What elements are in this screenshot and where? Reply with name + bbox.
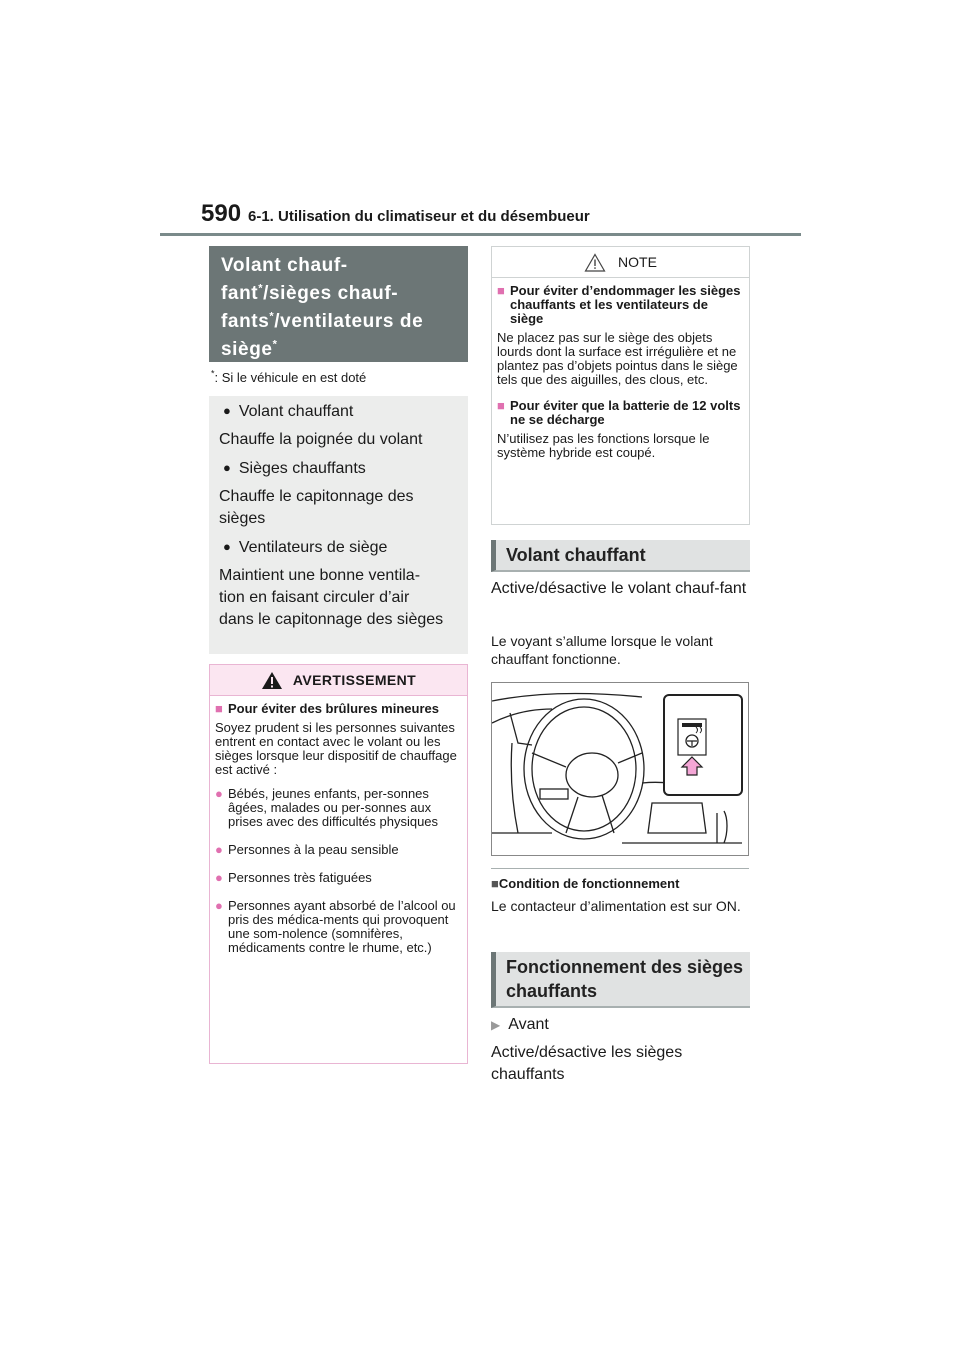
section-heading-heated-wheel: Volant chauffant <box>491 540 750 572</box>
dot-bullet-icon: ● <box>215 842 223 857</box>
dot-bullet-icon: ● <box>215 786 223 801</box>
section-heading-heated-seats: Fonctionnement des sièges chauffants <box>491 952 750 1008</box>
instruction-text: Active/désactive les sièges chauffants <box>491 1044 683 1083</box>
dashboard-drawing-icon <box>492 683 748 855</box>
list-item: ● Personnes à la peau sensible <box>215 842 399 857</box>
features-box <box>209 396 468 654</box>
note-text: N’utilisez pas les fonctions lorsque le système hybride est coupé. <box>497 431 710 460</box>
figure-divider <box>491 868 749 869</box>
note-text: Ne placez pas sur le siège des objets lourds dont la surface est irrégulière et ne plantez pas d’objets pointus dans le siège tels que des aiguilles, des clous, etc. <box>497 330 738 387</box>
feature-desc: Chauffe la poignée du volant <box>219 431 423 448</box>
square-bullet-icon: ■ <box>497 398 505 413</box>
warning-heading: ■ Pour éviter des brûlures mineures <box>215 701 439 716</box>
sub-heading-front: ▶ Avant <box>491 1016 549 1033</box>
condition-text: Le contacteur d’alimentation est sur ON. <box>491 898 741 914</box>
footnote: *: Si le véhicule en est doté <box>211 368 367 385</box>
warning-header <box>210 665 467 696</box>
condition-heading: ■Condition de fonctionnement <box>491 876 680 891</box>
note-box <box>491 246 750 525</box>
steering-wheel-illustration <box>491 682 749 856</box>
caution-triangle-icon <box>584 253 606 272</box>
note-header <box>492 247 749 278</box>
square-bullet-icon: ■ <box>491 876 499 891</box>
title-line-3: fants*/ventilateurs de <box>221 310 424 332</box>
note-heading: ■ Pour éviter que la batterie de 12 volts ne se décharge <box>497 398 741 427</box>
list-item: ● Personnes très fatiguées <box>215 870 372 885</box>
list-item: ● Bébés, jeunes enfants, per-sonnes âgées, malades ou per-sonnes aux prises avec des difficultés physiques <box>215 786 439 829</box>
feature-label: ● Ventilateurs de siège <box>219 536 458 559</box>
header-rule <box>160 233 801 236</box>
indicator-note: Le voyant s’allume lorsque le volant chauffant fonctionne. <box>491 633 713 667</box>
list-item: ● Personnes ayant absorbé de l’alcool ou pris des médica-ments qui provoquent une som-nolence (somnifères, médicaments contre le rhume, etc.) <box>215 898 456 955</box>
warning-triangle-icon <box>261 671 283 690</box>
dot-bullet-icon: ● <box>215 898 223 913</box>
feature-desc: Maintient une bonne ventila-tion en faisant circuler d’air dans le capitonnage des sièges <box>219 567 444 628</box>
title-line-2: fant*/sièges chauf- <box>221 282 399 304</box>
triangle-bullet-icon: ▶ <box>491 1018 501 1032</box>
page-number: 590 <box>201 200 242 227</box>
warning-intro: Soyez prudent si les personnes suivantes entrent en contact avec le volant ou les sièges lorsque leur dispositif de chauffage est activé : <box>215 720 457 777</box>
dot-bullet-icon: ● <box>215 870 223 885</box>
feature-label: ● Sièges chauffants <box>219 457 458 480</box>
warning-box <box>209 664 468 1064</box>
square-bullet-icon: ■ <box>497 283 505 298</box>
warning-title: AVERTISSEMENT <box>292 672 417 688</box>
instruction-text: Active/désactive le volant chauf-fant <box>491 580 747 597</box>
feature-label: ● Volant chauffant <box>219 400 458 423</box>
section-title-box <box>209 246 468 362</box>
title-line-1: Volant chauf- <box>221 255 348 276</box>
chapter-title: 6-1. Utilisation du climatiseur et du désembueur <box>248 208 590 225</box>
title-line-4: siège* <box>221 338 278 360</box>
feature-desc: Chauffe le capitonnage des sièges <box>219 488 414 527</box>
square-bullet-icon: ■ <box>215 701 223 716</box>
note-title: NOTE <box>618 254 657 270</box>
note-heading: ■ Pour éviter d’endommager les sièges chauffants et les ventilateurs de siège <box>497 283 741 326</box>
